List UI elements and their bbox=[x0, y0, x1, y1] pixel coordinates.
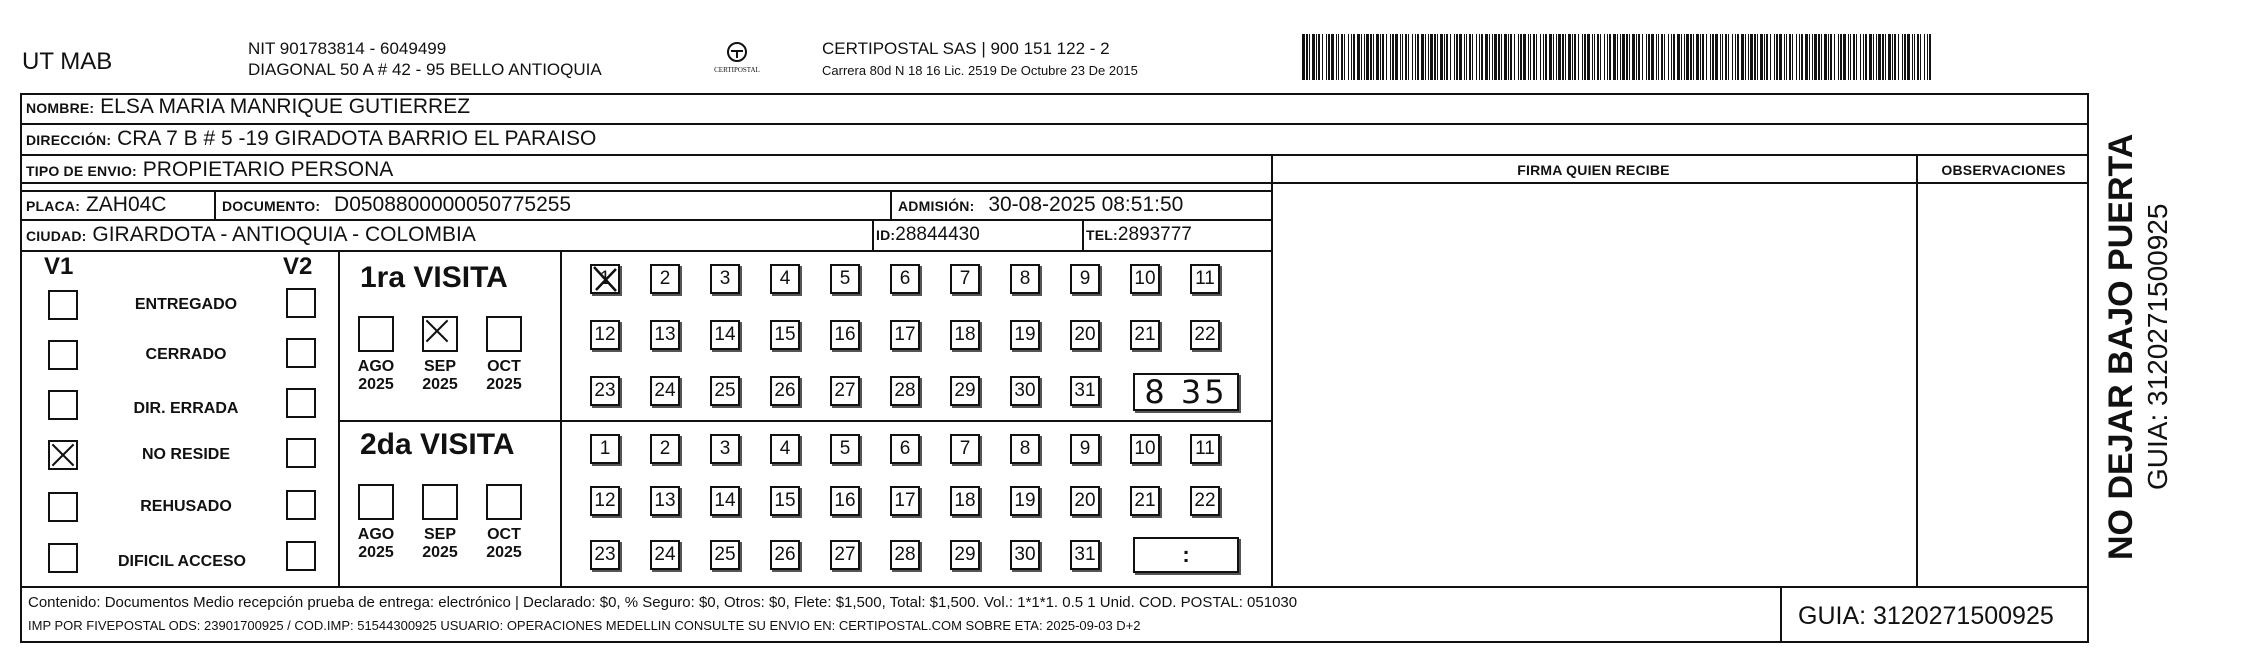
visit2-day-box[interactable]: 23 bbox=[590, 540, 620, 570]
visit2-day-box[interactable]: 19 bbox=[1010, 486, 1040, 516]
visit1-time-box[interactable] bbox=[1133, 373, 1239, 411]
visit1-day-box[interactable]: 28 bbox=[890, 376, 920, 406]
admision-value: 30-08-2025 08:51:50 bbox=[988, 193, 1184, 216]
id-label: ID: bbox=[876, 227, 896, 243]
admision-cell bbox=[898, 192, 1183, 219]
status-reason-label: NO RESIDE bbox=[141, 446, 230, 463]
visit1-time: 8 35 bbox=[1144, 373, 1228, 411]
visit1-day-box[interactable]: 25 bbox=[710, 376, 740, 406]
v1-checkbox[interactable] bbox=[48, 440, 78, 470]
visit2-month-label: SEP 2025 bbox=[422, 526, 458, 561]
status-reason-label: DIFICIL ACCESO bbox=[117, 553, 246, 570]
sender-address: DIAGONAL 50 A # 42 - 95 BELLO ANTIOQUIA bbox=[248, 60, 602, 79]
visit1-day-box[interactable]: 11 bbox=[1190, 264, 1220, 294]
ciudad-cell bbox=[26, 222, 476, 249]
ciudad-label: CIUDAD: bbox=[26, 228, 87, 244]
v2-checkbox[interactable] bbox=[286, 338, 316, 368]
nombre-value: ELSA MARIA MANRIQUE GUTIERREZ bbox=[100, 95, 471, 118]
visit2-day-box[interactable]: 4 bbox=[770, 434, 800, 464]
barcode bbox=[1302, 34, 1938, 80]
visit2-time: : bbox=[1182, 542, 1190, 567]
visit1-day-box[interactable]: 4 bbox=[770, 264, 800, 294]
visit2-day-box[interactable]: 31 bbox=[1070, 540, 1100, 570]
footer-guia: GUIA: 3120271500925 bbox=[1798, 602, 2054, 630]
status-reason-label: DIR. ERRADA bbox=[133, 400, 239, 417]
visit1-day-box[interactable]: 15 bbox=[770, 320, 800, 350]
visit1-month-label: AGO 2025 bbox=[357, 358, 395, 393]
ciudad-value: GIRARDOTA - ANTIOQUIA - COLOMBIA bbox=[92, 223, 476, 246]
visit1-day-box[interactable]: 8 bbox=[1010, 264, 1040, 294]
nit-text: NIT 901783814 - 6049499 bbox=[248, 39, 447, 58]
visit1-day-box[interactable]: 9 bbox=[1070, 264, 1100, 294]
visit2-day-box[interactable]: 17 bbox=[890, 486, 920, 516]
visit2-day-box[interactable]: 20 bbox=[1070, 486, 1100, 516]
visit1-day-box[interactable]: 13 bbox=[650, 320, 680, 350]
visit2-month-checkbox[interactable] bbox=[422, 484, 458, 520]
visit2-day-box[interactable]: 22 bbox=[1190, 486, 1220, 516]
visit2-day-box[interactable]: 27 bbox=[830, 540, 860, 570]
visit1-day-box[interactable]: 20 bbox=[1070, 320, 1100, 350]
v1-checkbox[interactable] bbox=[48, 290, 78, 320]
visit2-day-box[interactable]: 2 bbox=[650, 434, 680, 464]
visit1-day-box[interactable]: 7 bbox=[950, 264, 980, 294]
visit1-day-box[interactable]: 23 bbox=[590, 376, 620, 406]
visit2-day-box[interactable]: 13 bbox=[650, 486, 680, 516]
nombre-label: NOMBRE: bbox=[26, 100, 95, 116]
v1-checkbox[interactable] bbox=[48, 543, 78, 573]
carrier-license: Carrera 80d N 18 16 Lic. 2519 De Octubre 23 De 2015 bbox=[822, 63, 1138, 78]
direccion-value: CRA 7 B # 5 -19 GIRADOTA BARRIO EL PARAISO bbox=[117, 127, 597, 150]
visit1-day-box[interactable]: 29 bbox=[950, 376, 980, 406]
visit2-title: 2da VISITA bbox=[360, 428, 515, 461]
visit1-day-box[interactable]: 16 bbox=[830, 320, 860, 350]
visit2-day-box[interactable]: 30 bbox=[1010, 540, 1040, 570]
visit2-day-box[interactable]: 11 bbox=[1190, 434, 1220, 464]
visit1-day-box[interactable]: 6 bbox=[890, 264, 920, 294]
visit2-day-box[interactable]: 6 bbox=[890, 434, 920, 464]
visit1-day-box[interactable]: 31 bbox=[1070, 376, 1100, 406]
visit1-day-box[interactable]: 5 bbox=[830, 264, 860, 294]
visit1-day-box[interactable]: 14 bbox=[710, 320, 740, 350]
v2-checkbox[interactable] bbox=[286, 388, 316, 418]
visit1-day-box[interactable]: 1 bbox=[590, 264, 620, 294]
visit1-month-checkbox[interactable] bbox=[358, 316, 394, 352]
visit1-day-box[interactable]: 10 bbox=[1130, 264, 1160, 294]
v2-checkbox[interactable] bbox=[286, 541, 316, 571]
tel-value: 2893777 bbox=[1117, 224, 1192, 245]
visit1-day-box[interactable]: 24 bbox=[650, 376, 680, 406]
documento-label: DOCUMENTO: bbox=[222, 198, 321, 214]
visit1-month-label: SEP 2025 bbox=[422, 358, 458, 393]
visit2-day-box[interactable]: 24 bbox=[650, 540, 680, 570]
visit2-day-box[interactable]: 1 bbox=[590, 434, 620, 464]
visit2-month-label: OCT 2025 bbox=[486, 526, 522, 561]
visit2-month-checkbox[interactable] bbox=[358, 484, 394, 520]
visit2-day-box[interactable]: 7 bbox=[950, 434, 980, 464]
visit2-day-box[interactable]: 29 bbox=[950, 540, 980, 570]
visit2-day-box[interactable]: 14 bbox=[710, 486, 740, 516]
visit1-day-box[interactable]: 3 bbox=[710, 264, 740, 294]
visit2-time-box[interactable] bbox=[1133, 537, 1239, 573]
visit1-day-box[interactable]: 18 bbox=[950, 320, 980, 350]
firma-header: FIRMA QUIEN RECIBE bbox=[1517, 162, 1670, 178]
visit1-day-box[interactable]: 21 bbox=[1130, 320, 1160, 350]
certipostal-logo bbox=[712, 40, 762, 84]
direccion-row bbox=[26, 126, 596, 153]
company-name: UT MAB bbox=[22, 48, 113, 75]
visit1-day-box[interactable]: 17 bbox=[890, 320, 920, 350]
side-guia: GUIA: 3120271500925 bbox=[2142, 203, 2173, 490]
tipo-row bbox=[26, 157, 393, 184]
documento-value: D0508800000050775255 bbox=[334, 193, 572, 216]
v1-label: V1 bbox=[44, 253, 74, 280]
visit2-day-box[interactable]: 15 bbox=[770, 486, 800, 516]
tel-cell bbox=[1086, 222, 1192, 248]
documento-cell bbox=[222, 192, 571, 219]
placa-label: PLACA: bbox=[26, 198, 81, 214]
footer-content: Contenido: Documentos Medio recepción prueba de entrega: electrónico | Declarado: $0, % Seguro: $0, Otros: $0, Flete: $1,500, Total: $1,500. Vol.: 1*1*1. 0.5 1 Unid. COD. POSTAL: 051030 bbox=[28, 594, 1298, 611]
visit2-day-box[interactable]: 9 bbox=[1070, 434, 1100, 464]
tipo-label: TIPO DE ENVIO: bbox=[26, 163, 137, 179]
visit2-day-box[interactable]: 12 bbox=[590, 486, 620, 516]
status-reason-label: REHUSADO bbox=[140, 498, 232, 515]
placa-cell bbox=[26, 192, 166, 219]
direccion-label: DIRECCIÓN: bbox=[26, 132, 112, 148]
visit2-day-box[interactable]: 21 bbox=[1130, 486, 1160, 516]
v1-checkbox[interactable] bbox=[48, 340, 78, 370]
tipo-value: PROPIETARIO PERSONA bbox=[142, 158, 394, 181]
v2-label: V2 bbox=[283, 253, 313, 280]
visit2-day-box[interactable]: 3 bbox=[710, 434, 740, 464]
v2-checkbox[interactable] bbox=[286, 490, 316, 520]
observaciones-header: OBSERVACIONES bbox=[1941, 162, 2066, 178]
visit1-day-box[interactable]: 2 bbox=[650, 264, 680, 294]
visit2-day-box[interactable]: 18 bbox=[950, 486, 980, 516]
visit2-day-box[interactable]: 16 bbox=[830, 486, 860, 516]
admision-label: ADMISIÓN: bbox=[898, 198, 975, 214]
visit1-month-label: OCT 2025 bbox=[486, 358, 522, 393]
side-warning: NO DEJAR BAJO PUERTA bbox=[2102, 133, 2140, 560]
visit2-month-label: AGO 2025 bbox=[357, 526, 395, 561]
visit2-month-checkbox[interactable] bbox=[486, 484, 522, 520]
visit1-month-checkbox[interactable] bbox=[422, 316, 458, 352]
visit2-day-box[interactable]: 28 bbox=[890, 540, 920, 570]
status-reason-label: CERRADO bbox=[145, 346, 227, 363]
visit1-day-box[interactable]: 22 bbox=[1190, 320, 1220, 350]
carrier-name: CERTIPOSTAL SAS | 900 151 122 - 2 bbox=[822, 39, 1110, 58]
footer-print-info: IMP POR FIVEPOSTAL ODS: 23901700925 / COD.IMP: 51544300925 USUARIO: OPERACIONES MEDELLIN CONSULTE SU ENVIO EN: CERTIPOSTAL.COM SOBRE ETA: 2025-09-03 D+2 bbox=[28, 618, 1141, 633]
visit1-day-box[interactable]: 26 bbox=[770, 376, 800, 406]
id-cell bbox=[876, 222, 980, 248]
visit1-day-box[interactable]: 27 bbox=[830, 376, 860, 406]
nombre-row bbox=[26, 94, 470, 121]
visit2-day-box[interactable]: 5 bbox=[830, 434, 860, 464]
tel-label: TEL: bbox=[1086, 227, 1118, 243]
v2-checkbox[interactable] bbox=[286, 438, 316, 468]
placa-value: ZAH04C bbox=[85, 193, 167, 216]
visit2-day-box[interactable]: 8 bbox=[1010, 434, 1040, 464]
visit1-day-box[interactable]: 12 bbox=[590, 320, 620, 350]
id-value: 28844430 bbox=[895, 224, 980, 245]
status-reason-label: ENTREGADO bbox=[134, 296, 238, 313]
visit2-day-box[interactable]: 25 bbox=[710, 540, 740, 570]
visit2-day-box[interactable]: 10 bbox=[1130, 434, 1160, 464]
visit2-day-box[interactable]: 26 bbox=[770, 540, 800, 570]
v2-checkbox[interactable] bbox=[286, 288, 316, 318]
visit1-month-checkbox[interactable] bbox=[486, 316, 522, 352]
v1-checkbox[interactable] bbox=[48, 390, 78, 420]
visit1-day-box[interactable]: 19 bbox=[1010, 320, 1040, 350]
visit1-title: 1ra VISITA bbox=[360, 261, 508, 294]
day-mark-x bbox=[590, 264, 620, 294]
v1-checkbox[interactable] bbox=[48, 492, 78, 522]
visit1-day-box[interactable]: 30 bbox=[1010, 376, 1040, 406]
logo-text: CERTIPOSTAL bbox=[714, 66, 760, 74]
